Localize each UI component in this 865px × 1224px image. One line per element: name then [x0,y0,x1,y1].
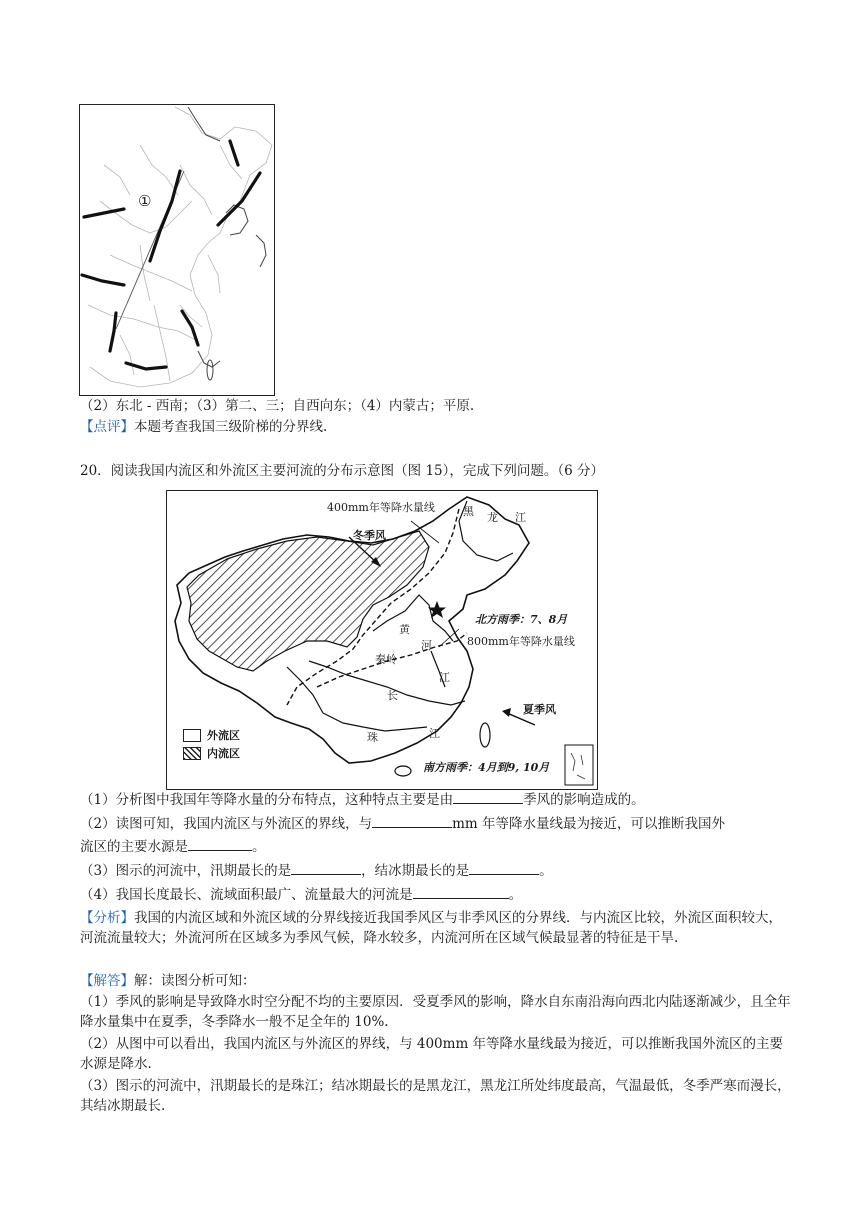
q1-text-b: 季风的影响造成的。 [523,792,645,808]
label-heilong-1: 黑 [463,505,474,518]
label-north-rain: 北方雨季：7、8月 [475,613,568,626]
label-chang: 长 [387,689,398,702]
q2-blank-2[interactable] [188,836,252,851]
solution-answer-2: （2）从图中可以看出，我国内流区与外流区的界线，与 400mm 年等降水量线最为接近，可以推断我国外流区的主要水源是降水. [80,1036,784,1072]
legend-outer-swatch [183,729,201,742]
label-heilong-2: 龙 [487,511,498,524]
solution-tag: 【解答】 [80,973,134,989]
q3-text-c: 。 [539,863,553,879]
solution-answer-3: （3）图示的河流中，汛期最长的是珠江；结冰期最长的是黑龙江，黑龙江所处纬度最高，气温最低，冬季严寒而漫长，其结冰期最长. [80,1078,791,1114]
solution-intro-line [80,971,792,991]
q3-line [80,860,792,881]
legend-outer-label: 外流区 [207,729,240,742]
q4-text-b: 。 [508,887,523,903]
label-heilong-3: 江 [515,511,526,524]
question-title: 20．阅读我国内流区和外流区主要河流的分布示意图（图 15），完成下列问题。（6 分） [80,463,605,479]
q4-line [80,884,792,905]
q2-text-b: mm 年等降水量线最为接近，可以推断我国外 [452,816,725,832]
label-winter-monsoon: 冬季风 [353,529,386,542]
legend-inner-label: 内流区 [207,747,240,760]
solution-answer-1: （1）季风的影响是导致降水时空分配不均的主要原因．受夏季风的影响，降水自东南沿海向西北内陆逐渐减少，且全年降水量集中在夏季，冬季降水一般不足全年的 10%. [80,994,791,1030]
q2-text-a: （2）读图可知，我国内流区与外流区的界线，与 [80,816,373,832]
q4-text-a: （4）我国长度最长、流域面积最广、流量最大的河流是 [80,887,413,903]
comment-text: 本题考查我国三级阶梯的分界线. [134,419,328,435]
label-zhu: 珠 [367,731,378,744]
step-boundary-map [79,104,275,396]
label-south-rain: 南方雨季：4月到9, 10月 [423,761,550,774]
q2-line [80,813,792,834]
analysis-tag: 【分析】 [80,910,134,926]
label-zhujiang: 江 [429,727,440,740]
step-boundary-map-drawing [80,105,274,395]
comment-line [80,417,792,437]
label-he: 河 [421,639,432,652]
label-jiang: 江 [439,671,450,684]
q3-text-b: ，结冰期最长的是 [361,863,470,879]
q3-blank-2[interactable] [469,860,539,875]
q1-line [80,789,792,810]
analysis-text: 我国的内流区域和外流区域的分界线接近我国季风区与非季风区的分界线．与内流区比较，外流区面积较大，河流流量较大；外流河所在区域多为季风气候，降水较多，内流河所在区域气候最显著的特征是干旱. [80,910,782,946]
label-qinling: 秦岭 [375,653,397,666]
q1-blank[interactable] [453,789,523,804]
solution-intro: 解：读图分析可知： [134,973,256,989]
china-drainage-map [166,490,598,790]
q3-text-a: （3）图示的河流中，汛期最长的是 [80,863,292,879]
q1-text-a: （1）分析图中我国年等降水量的分布特点，这种特点主要是由 [80,792,454,808]
circle-label: ① [138,192,152,210]
answer-line: （2）东北 - 西南；（3）第二、三；自西向东；（4）内蒙古；平原. [80,398,475,414]
label-huang: 黄 [399,623,410,636]
comment-tag: 【点评】 [80,419,134,435]
q3-blank-1[interactable] [291,860,361,875]
q2-text-d: 。 [252,839,266,855]
q2-text-c: 流区的主要水源是 [80,839,188,855]
label-800mm: 800mm年等降水量线 [467,635,575,648]
analysis-block [80,908,792,948]
legend-inner-swatch [183,747,201,760]
label-summer-monsoon: 夏季风 [523,703,556,716]
q2-blank-1[interactable] [372,813,452,828]
label-400mm: 400mm年等降水量线 [327,501,435,514]
q4-blank[interactable] [413,884,509,899]
q2-line-2 [80,836,792,857]
